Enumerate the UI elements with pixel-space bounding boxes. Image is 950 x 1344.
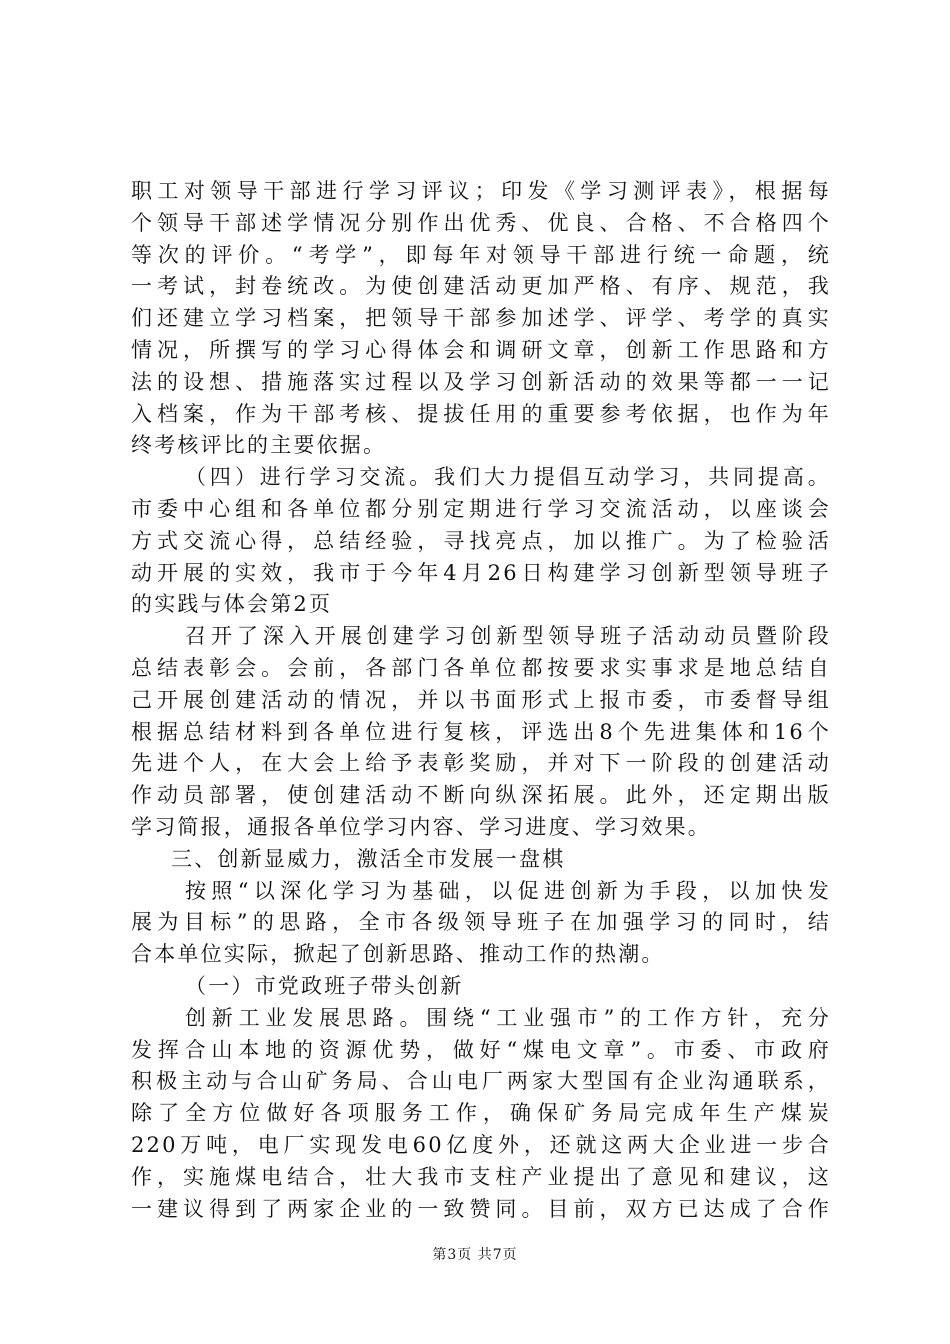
text-line: 市委中心组和各单位都分别定期进行学习交流活动，以座谈会	[131, 496, 831, 521]
text-line: 职工对领导干部进行学习评议；印发《学习测评表》，根据每	[131, 179, 831, 203]
text-line: 除了全方位做好各项服务工作，确保矿务局完成年生产煤炭	[131, 1101, 831, 1126]
text-line: 学习简报，通报各单位学习内容、学习进度、学习效果。	[131, 814, 711, 839]
subsection-heading: （一）市党政班子带头创新	[185, 973, 464, 998]
text-line: 合本单位实际，掀起了创新思路、推动工作的热潮。	[131, 942, 665, 967]
text-line: （四）进行学习交流。我们大力提倡互动学习，共同提高。	[185, 465, 831, 490]
text-line: 展为目标”的思路，全市各级领导班子在加强学习的同时，结	[131, 910, 831, 935]
text-line: 等次的评价。“考学”，即每年对领导干部进行统一命题，统	[131, 242, 831, 267]
text-line: 个领导干部述学情况分别作出优秀、优良、合格、不合格四个	[131, 210, 831, 235]
text-line: 按照“以深化学习为基础，以促进创新为手段，以加快发	[185, 878, 831, 903]
text-line: 入档案，作为干部考核、提拔任用的重要参考依据，也作为年	[131, 401, 831, 426]
text-line: 的实践与体会第2页	[131, 592, 333, 617]
text-line: 己开展创建活动的情况，并以书面形式上报市委，市委督导组	[131, 687, 831, 712]
text-line: 发挥合山本地的资源优势，做好“煤电文章”。市委、市政府	[131, 1037, 831, 1062]
text-line: 创新工业发展思路。围绕“工业强市”的工作方针，充分	[185, 1005, 831, 1030]
text-line: 作，实施煤电结合，壮大我市支柱产业提出了意见和建议，这	[131, 1164, 831, 1189]
text-line: 220万吨，电厂实现发电60亿度外，还就这两大企业进一步合	[131, 1132, 831, 1157]
text-line: 动开展的实效，我市于今年4月26日构建学习创新型领导班子	[131, 560, 831, 585]
text-line: 总结表彰会。会前，各部门各单位都按要求实事求是地总结自	[131, 655, 831, 680]
text-line: 们还建立学习档案，把领导干部参加述学、评学、考学的真实	[131, 306, 831, 331]
text-line: 根据总结材料到各单位进行复核，评选出8个先进集体和16个	[131, 719, 831, 744]
text-line: 情况，所撰写的学习心得体会和调研文章，创新工作思路和方	[131, 337, 831, 362]
body-text	[131, 176, 831, 1225]
text-line: 一考试，封卷统改。为使创建活动更加严格、有序、规范，我	[131, 274, 831, 299]
text-line: 先进个人，在大会上给予表彰奖励，并对下一阶段的创建活动	[131, 751, 831, 776]
text-line: 终考核评比的主要依据。	[131, 433, 387, 458]
text-line: 积极主动与合山矿务局、合山电厂两家大型国有企业沟通联系，	[131, 1069, 831, 1094]
text-line: 作动员部署，使创建活动不断向纵深拓展。此外，还定期出版	[131, 783, 831, 808]
page-footer: 第3页 共7页	[432, 1247, 518, 1263]
text-line: 召开了深入开展创建学习创新型领导班子活动动员暨阶段	[185, 624, 831, 649]
section-heading: 三、创新显威力，激活全市发展一盘棋	[171, 846, 566, 871]
text-line: 法的设想、措施落实过程以及学习创新活动的效果等都一一记	[131, 369, 831, 394]
text-line: 一建议得到了两家企业的一致赞同。目前，双方已达成了合作	[131, 1196, 831, 1221]
text-line: 方式交流心得，总结经验，寻找亮点，加以推广。为了检验活	[131, 528, 831, 553]
